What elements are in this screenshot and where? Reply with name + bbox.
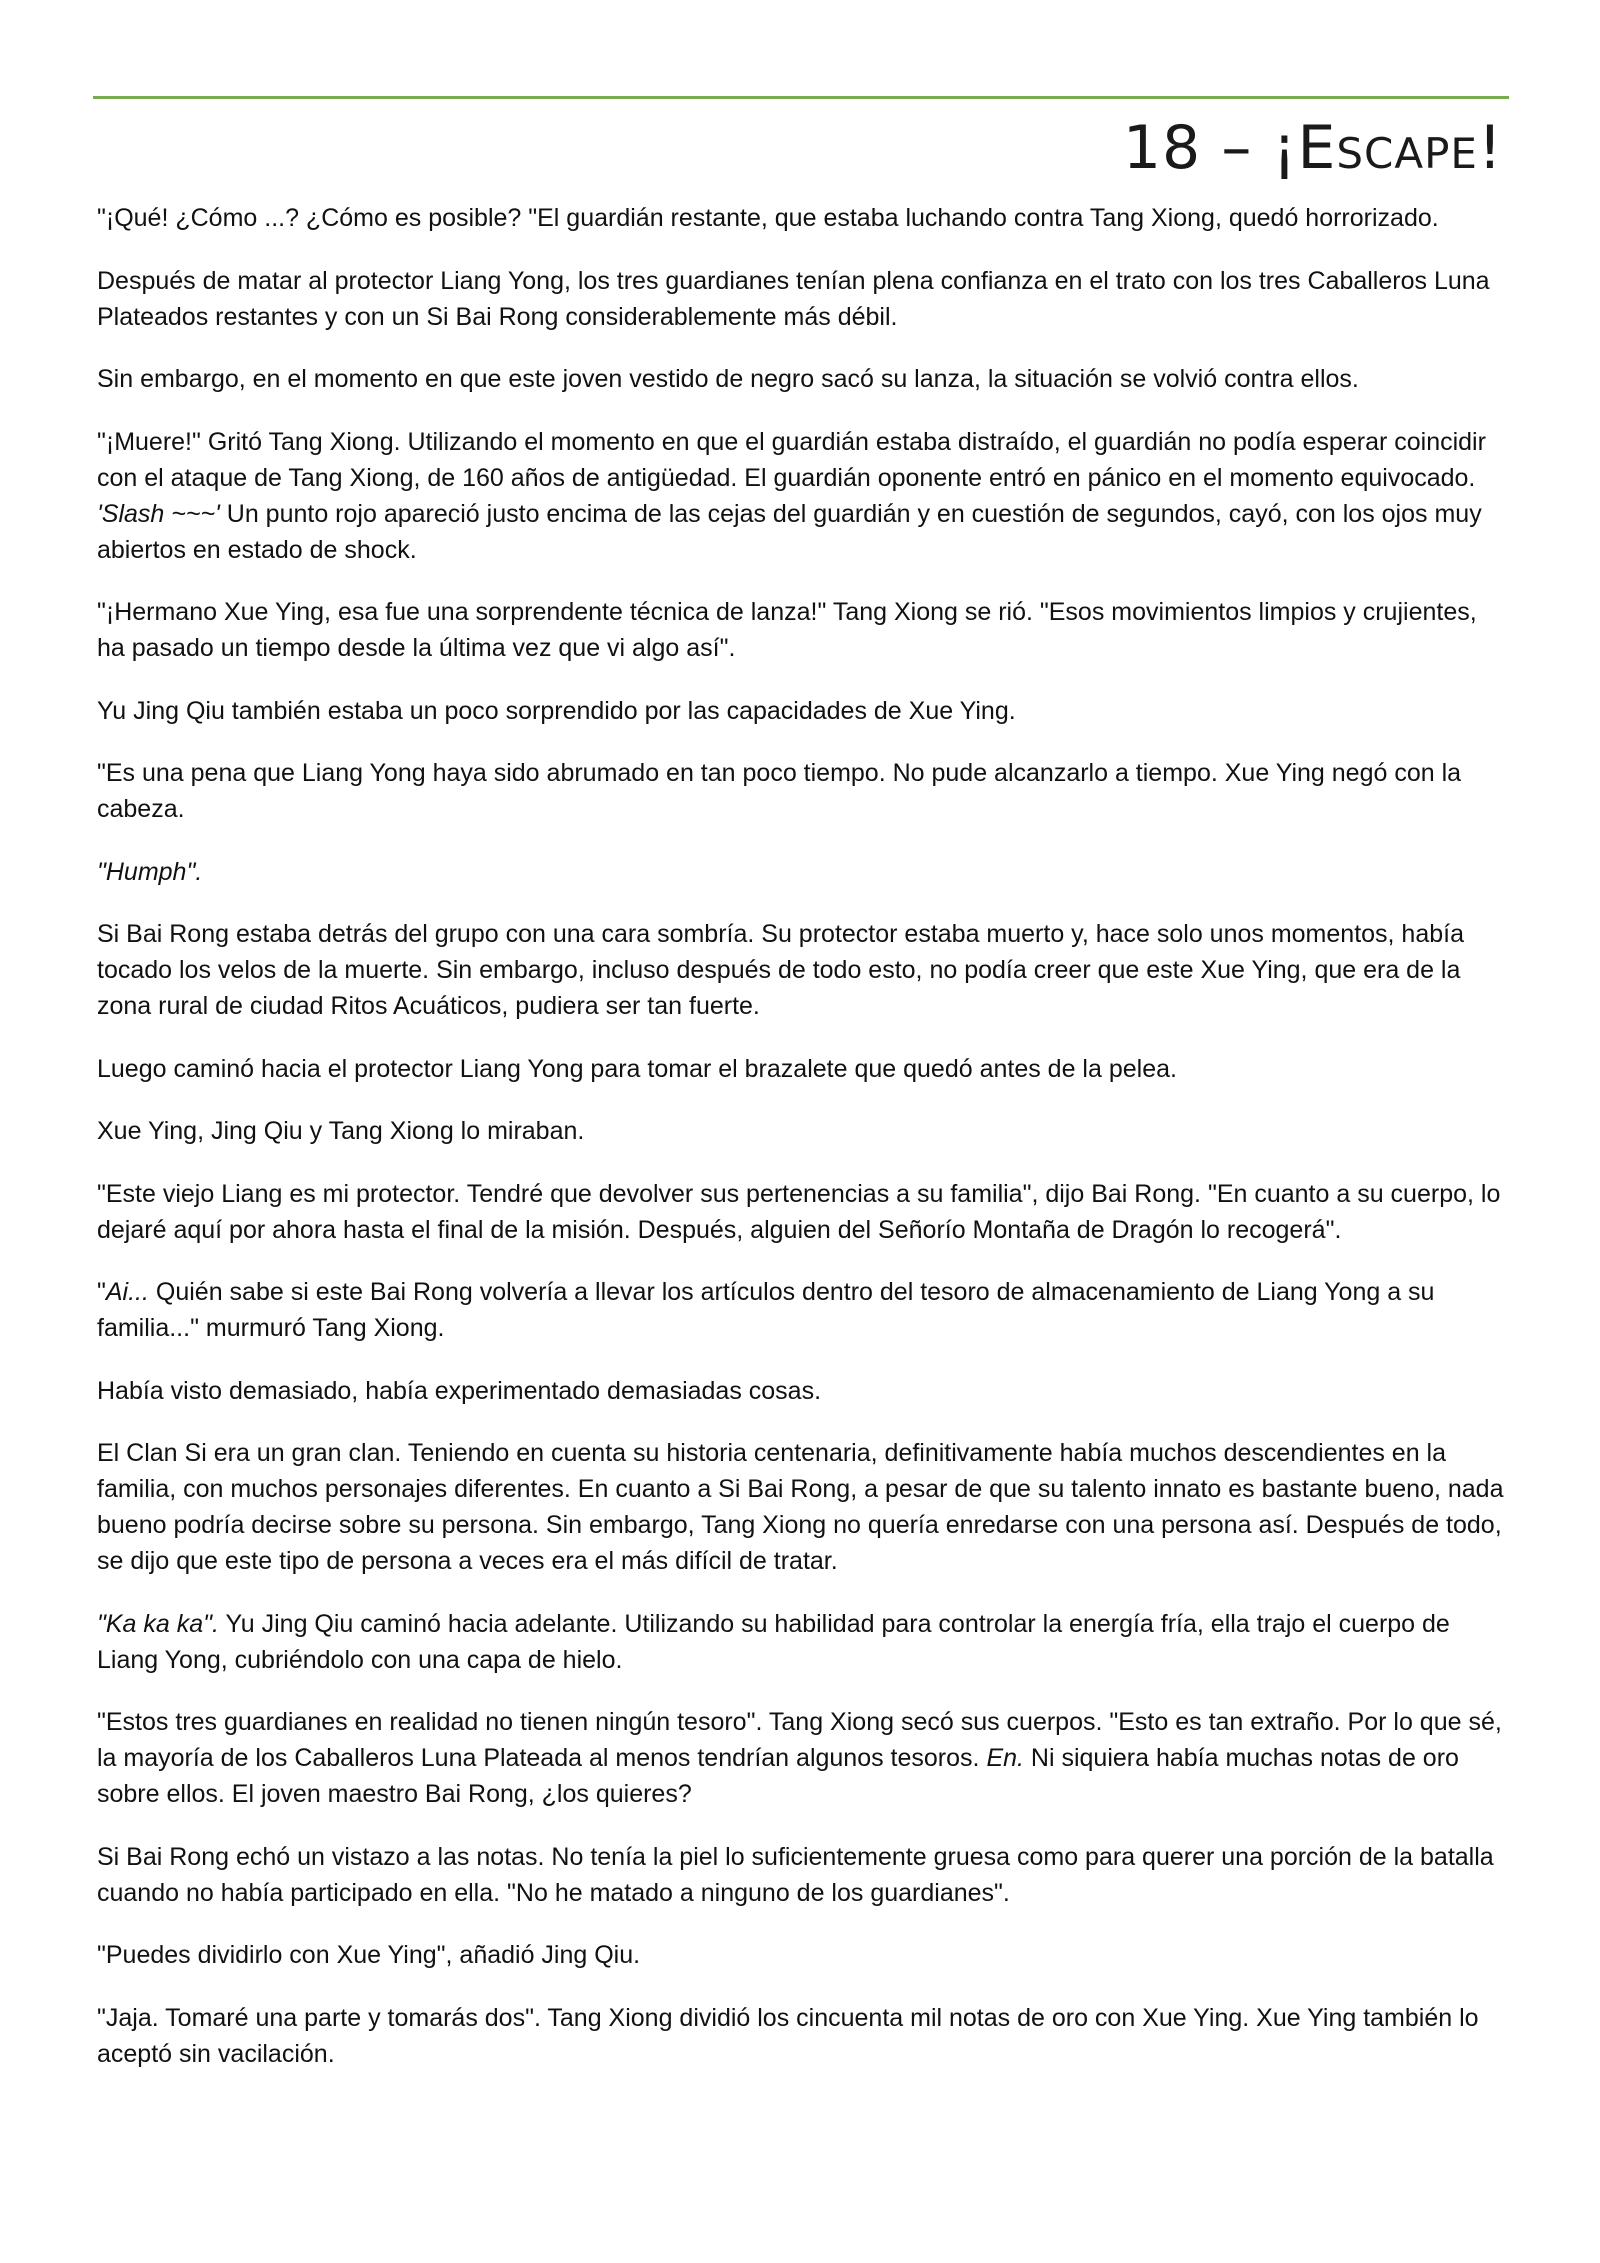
paragraph xyxy=(97,200,1507,236)
text-run: Si Bai Rong estaba detrás del grupo con una cara sombría. Su protector estaba muerto y, hace solo unos momentos, había tocado los velos de la muerte. Sin embargo, incluso después de todo esto, no podía creer que este Xue Ying, que era de la zona rural de ciudad Ritos Acuáticos, pudiera ser tan fuerte. xyxy=(97,920,1464,1020)
paragraph xyxy=(97,594,1507,666)
paragraph xyxy=(97,263,1507,335)
text-run: Xue Ying, Jing Qiu y Tang Xiong lo miraban. xyxy=(97,1117,585,1145)
paragraph xyxy=(97,1176,1507,1248)
paragraph xyxy=(97,1606,1507,1678)
paragraph xyxy=(97,1373,1507,1409)
paragraph xyxy=(97,693,1507,729)
text-run: Había visto demasiado, había experimentado demasiadas cosas. xyxy=(97,1376,822,1405)
paragraph xyxy=(97,1274,1507,1346)
italic-text-run: 'Slash ~~~' xyxy=(97,499,220,528)
chapter-dash: – xyxy=(1221,113,1253,183)
text-run: Sin embargo, en el momento en que este joven vestido de negro sacó su lanza, la situación se volvió contra ellos. xyxy=(97,365,1359,393)
text-run: "Es una pena que Liang Yong haya sido abrumado en tan poco tiempo. No pude alcanzarlo a tiempo. Xue Ying negó con la cabeza. xyxy=(97,759,1462,823)
paragraph xyxy=(97,854,1507,890)
text-run: Después de matar al protector Liang Yong, los tres guardianes tenían plena confianza en el trato con los tres Caballeros Luna Plateados restantes y con un Si Bai Rong considerablemente más débil. xyxy=(97,266,1490,331)
text-run: Si Bai Rong echó un vistazo a las notas. No tenía la piel lo suficientemente gruesa como para querer una porción de la batalla cuando no había participado en ella. "No he matado a ninguno de los guardianes". xyxy=(97,1842,1494,1907)
chapter-word: ¡Escape! xyxy=(1272,113,1503,183)
text-run: " xyxy=(97,1278,106,1306)
italic-text-run: En. xyxy=(986,1744,1024,1772)
paragraph xyxy=(97,1937,1507,1973)
text-run: "Jaja. Tomaré una parte y tomarás dos". Tang Xiong dividió los cincuenta mil notas de oro con Xue Ying. Xue Ying también lo aceptó sin vacilación. xyxy=(97,2003,1479,2068)
paragraph xyxy=(97,755,1507,827)
text-run: "¡Muere!" Gritó Tang Xiong. Utilizando el momento en que el guardián estaba distraído, el guardián no podía esperar coincidir con el ataque de Tang Xiong, de 160 años de antigüedad. El guardián oponente entró en pánico en el momento equivocado. xyxy=(97,427,1486,492)
paragraph xyxy=(97,1051,1507,1087)
paragraph xyxy=(97,916,1507,1024)
chapter-number: 18 xyxy=(1122,113,1202,183)
text-run: Yu Jing Qiu caminó hacia adelante. Utilizando su habilidad para controlar la energía fría, ella trajo el cuerpo de Liang Yong, cubriéndolo con una capa de hielo. xyxy=(97,1609,1450,1674)
paragraph xyxy=(97,2000,1507,2072)
text-run: El Clan Si era un gran clan. Teniendo en cuenta su historia centenaria, definitivamente había muchos descendientes en la familia, con muchos personajes diferentes. En cuanto a Si Bai Rong, a pesar de que su talento innato es bastante bueno, nada bueno podría decirse sobre su persona. Sin embargo, Tang Xiong no quería enredarse con una persona así. Después de todo, se dijo que este tipo de persona a veces era el más difícil de tratar. xyxy=(97,1439,1504,1575)
paragraph xyxy=(97,1113,1507,1149)
text-run: Un punto rojo apareció justo encima de las cejas del guardián y en cuestión de segundos, cayó, con los ojos muy abiertos en estado de shock. xyxy=(97,499,1482,564)
paragraph xyxy=(97,1839,1507,1911)
chapter-title xyxy=(1123,108,1503,188)
page-body xyxy=(97,200,1507,2098)
paragraph xyxy=(97,1704,1507,1812)
text-run: Luego caminó hacia el protector Liang Yong para tomar el brazalete que quedó antes de la pelea. xyxy=(97,1054,1177,1083)
text-run: Yu Jing Qiu también estaba un poco sorprendido por las capacidades de Xue Ying. xyxy=(97,696,1016,725)
text-run: "¡Hermano Xue Ying, esa fue una sorprendente técnica de lanza!" Tang Xiong se rió. "Esos movimientos limpios y crujientes, ha pasado un tiempo desde la última vez que vi algo así". xyxy=(97,598,1477,662)
text-run: "¡Qué! ¿Cómo ...? ¿Cómo es posible? "El guardián restante, que estaba luchando contra Tang Xiong, quedó horrorizado. xyxy=(97,204,1439,232)
text-run: "Puedes dividirlo con Xue Ying", añadió Jing Qiu. xyxy=(97,1941,641,1969)
paragraph xyxy=(97,1435,1507,1579)
italic-text-run: "Humph". xyxy=(97,857,203,886)
text-run: "Estos tres guardianes en realidad no tienen ningún tesoro". Tang Xiong secó sus cuerpos. "Esto es tan extraño. Por lo que sé, la mayoría de los Caballeros Luna Plateada al menos tendrían algunos tesoros. xyxy=(97,1708,1502,1772)
italic-text-run: Ai... xyxy=(105,1278,149,1306)
text-run: Quién sabe si este Bai Rong volvería a llevar los artículos dentro del tesoro de almacenamiento de Liang Yong a su familia..." murmuró Tang Xiong. xyxy=(97,1278,1435,1342)
italic-text-run: "Ka ka ka". xyxy=(97,1609,219,1638)
paragraph xyxy=(97,424,1507,568)
text-run: "Este viejo Liang es mi protector. Tendré que devolver sus pertenencias a su familia", dijo Bai Rong. "En cuanto a su cuerpo, lo dejaré aquí por ahora hasta el final de la misión. Después, alguien del Señorío Montaña de Dragón lo recogerá". xyxy=(97,1179,1501,1244)
header-rule xyxy=(93,96,1509,99)
paragraph xyxy=(97,361,1507,397)
text-run: Ni siquiera había muchas notas de oro sobre ellos. El joven maestro Bai Rong, ¿los quieres? xyxy=(97,1744,1459,1808)
